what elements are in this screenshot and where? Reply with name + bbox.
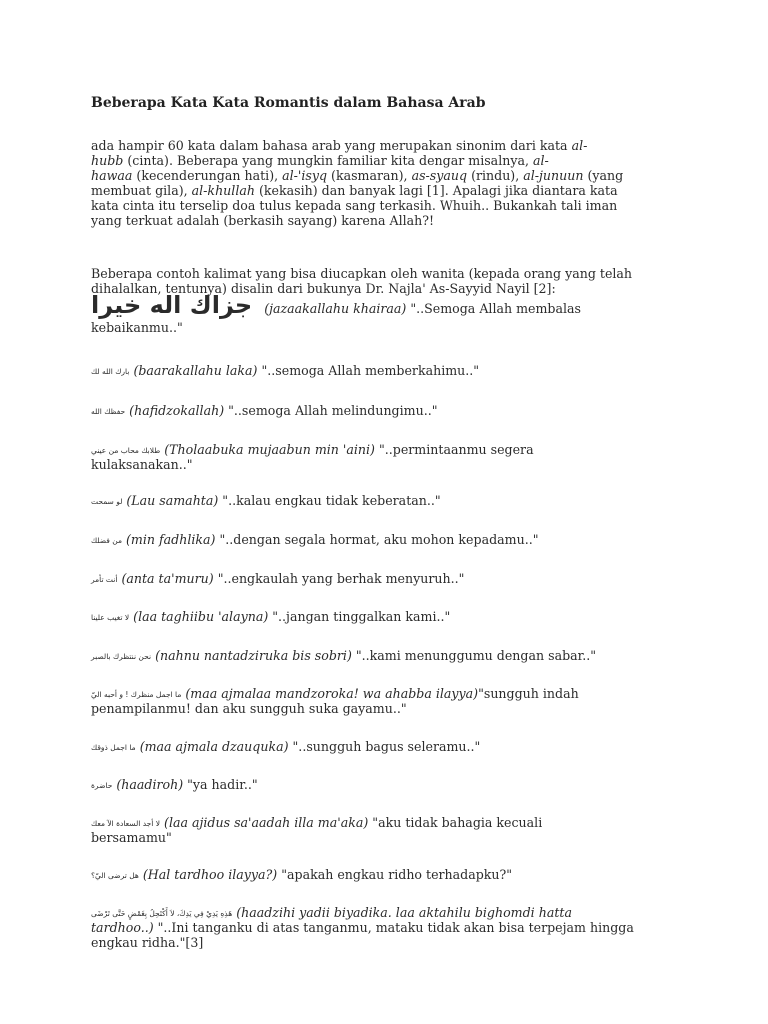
- term: hawaa: [91, 168, 133, 183]
- phrase-item: [91, 648, 681, 663]
- phrase-item: [91, 291, 681, 335]
- meaning: engkau ridha."[3]: [91, 935, 204, 950]
- meaning: "aku tidak bahagia kecuali: [368, 815, 543, 830]
- arabic-phrase: هل ترضى اليّ؟: [91, 871, 139, 880]
- arabic-phrase: جزاك اله خيرا: [91, 291, 253, 319]
- transliteration: (laa taghiibu 'alayna): [133, 609, 269, 624]
- meaning: "..kalau engkau tidak keberatan..": [218, 493, 441, 508]
- meaning: "..engkaulah yang berhak menyuruh..": [213, 571, 465, 586]
- transliteration: (anta ta'muru): [121, 571, 214, 586]
- meaning: "..dengan segala hormat, aku mohon kepadamu..": [215, 532, 539, 547]
- meaning: "..semoga Allah memberkahimu..": [257, 363, 480, 378]
- phrase-item: [91, 493, 681, 508]
- intro-text: (cinta). Beberapa yang mungkin familiar kita dengar misalnya,: [123, 153, 533, 168]
- arabic-phrase: بارك الله لك: [91, 367, 130, 376]
- lead-text: Beberapa contoh kalimat yang bisa diucapkan oleh wanita (kepada orang yang telah: [91, 266, 633, 281]
- meaning: kebaikanmu..": [91, 320, 183, 335]
- term: as-syauq: [411, 168, 468, 183]
- meaning: kulaksanakan..": [91, 457, 193, 472]
- intro-text: (kekasih) dan banyak lagi [1]. Apalagi jika diantara kata: [254, 183, 618, 198]
- intro-text: (yang: [583, 168, 624, 183]
- intro-text: ada hampir 60 kata dalam bahasa arab yang merupakan sinonim dari kata: [91, 138, 572, 153]
- intro-text: kata cinta itu terselip doa tulus kepada sang terkasih. Whuih.. Bukankah tali iman: [91, 198, 618, 213]
- arabic-phrase: لو سمحت: [91, 497, 123, 506]
- meaning: "..jangan tinggalkan kami..": [268, 609, 451, 624]
- intro-text: (kecenderungan hati),: [132, 168, 283, 183]
- meaning: bersamamu": [91, 830, 172, 845]
- intro-text: (rindu),: [467, 168, 524, 183]
- meaning: "..Semoga Allah membalas: [406, 301, 582, 316]
- arabic-phrase: ما اجمل ذوقك: [91, 743, 136, 752]
- arabic-phrase: لا تغيب علينا: [91, 613, 130, 622]
- transliteration: (haadzihi yadii biyadika. laa aktahilu bighomdi hatta: [236, 905, 572, 920]
- transliteration: (min fadhlika): [126, 532, 216, 547]
- transliteration: (hafidzokallah): [129, 403, 225, 418]
- term: hubb: [91, 153, 124, 168]
- transliteration: (nahnu nantadziruka bis sobri): [155, 648, 352, 663]
- term: al-khullah: [191, 183, 255, 198]
- transliteration: (baarakallahu laka): [133, 363, 258, 378]
- phrase-item: [91, 571, 681, 586]
- meaning: penampilanmu! dan aku sungguh suka gayamu..": [91, 701, 407, 716]
- transliteration: (jazaakallahu khairaa): [264, 301, 407, 316]
- transliteration: (haadiroh): [116, 777, 184, 792]
- arabic-phrase: طلابك محاب من عيني: [91, 446, 161, 455]
- arabic-phrase: نحن ننتظرك بالصبر: [91, 652, 152, 661]
- arabic-phrase: من فضلك: [91, 536, 123, 545]
- phrase-item: [91, 363, 681, 378]
- transliteration: (maa ajmala dzauquka): [139, 739, 289, 754]
- term: al-: [571, 138, 588, 153]
- meaning: "ya hadir..": [183, 777, 258, 792]
- arabic-phrase: ما اجمل منظرك ! و أحبه اليّ: [91, 690, 182, 699]
- intro-text: yang terkuat adalah (berkasih sayang) karena Allah?!: [91, 213, 435, 228]
- intro-paragraph: [91, 138, 681, 228]
- transliteration: (Tholaabuka mujaabun min 'aini): [164, 442, 375, 457]
- transliteration: (Hal tardhoo ilayya?): [142, 867, 278, 882]
- arabic-phrase: هَذِهِ يَدِيْ فِي يَدِكَ، لاَ أَكْتَحِلُ بِغَمْضٍ حَتَّى تَرْضَى: [91, 909, 233, 918]
- phrase-item: [91, 532, 681, 547]
- transliteration: (laa ajidus sa'aadah illa ma'aka): [164, 815, 369, 830]
- arabic-phrase: لا أجد السعادة الآ معك: [91, 819, 161, 828]
- transliteration: (maa ajmalaa mandzoroka! wa ahabba ilayya): [185, 686, 479, 701]
- phrase-item: [91, 867, 681, 882]
- intro-text: membuat gila),: [91, 183, 192, 198]
- term: al-'isyq: [282, 168, 328, 183]
- arabic-phrase: حفظك الله: [91, 407, 126, 416]
- meaning: "..sungguh bagus seleramu..": [288, 739, 481, 754]
- meaning: "apakah engkau ridho terhadapku?": [277, 867, 513, 882]
- meaning: "..semoga Allah melindungimu..": [224, 403, 438, 418]
- transliteration: (Lau samahta): [126, 493, 219, 508]
- phrase-item: [91, 905, 681, 950]
- phrase-item: [91, 686, 681, 716]
- phrase-item: [91, 609, 681, 624]
- meaning: "..permintaanmu segera: [374, 442, 534, 457]
- phrase-item: [91, 442, 681, 472]
- lead-text: dihalalkan, tentunya) disalin dari bukunya Dr. Najla' As-Sayyid Nayil [2]:: [91, 281, 556, 296]
- meaning: "..kami menunggumu dengan sabar..": [351, 648, 597, 663]
- page-title: Beberapa Kata Kata Romantis dalam Bahasa Arab: [91, 95, 486, 111]
- term: al-junuun: [523, 168, 584, 183]
- meaning: "..Ini tanganku di atas tanganmu, mataku tidak akan bisa terpejam hingga: [153, 920, 634, 935]
- arabic-phrase: أنت تأمر: [91, 575, 118, 584]
- phrase-item: [91, 739, 681, 754]
- phrase-item: [91, 777, 681, 792]
- phrase-item: [91, 815, 681, 845]
- term: al-: [532, 153, 549, 168]
- meaning: "sungguh indah: [478, 686, 579, 701]
- intro-text: (kasmaran),: [327, 168, 412, 183]
- arabic-phrase: حاضرة: [91, 781, 113, 790]
- transliteration: tardhoo..): [91, 920, 154, 935]
- phrase-item: [91, 403, 681, 418]
